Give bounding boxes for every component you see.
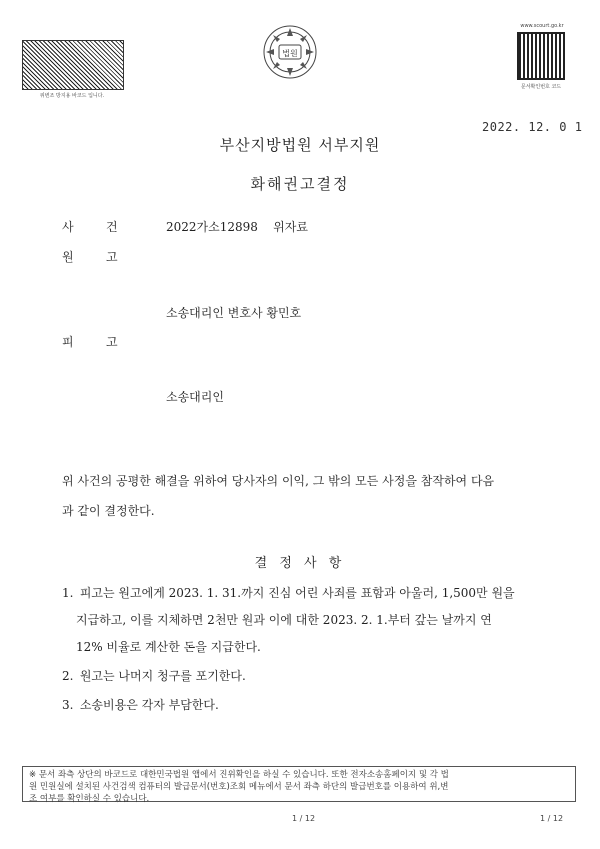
document-title: 화해권고결정 <box>250 175 350 193</box>
page-number-right: 1 / 12 <box>540 814 564 823</box>
qr-caption: 문서확인번호 코드 <box>520 84 562 90</box>
intro-line: 위 사건의 공평한 해결을 위하여 당사자의 이익, 그 밖의 모든 사정을 참작하여 다음 <box>62 474 495 488</box>
plaintiff-agent: 소송대리인 변호사 황민호 <box>166 306 302 320</box>
case-number: 2022가소12898 위자료 <box>166 220 308 234</box>
authentication-barcode <box>22 40 124 90</box>
verification-notice <box>22 766 576 802</box>
notice-line: 원 민원실에 설치된 사건검색 컴퓨터의 발급문서(번호)조회 메뉴에서 문서 좌측 하단의 발급번호를 이용하여 위,변 <box>29 782 449 792</box>
court-name: 부산지방법원 서부지원 <box>219 136 381 154</box>
intro-paragraph <box>62 466 540 526</box>
page-number: 1 / 12 <box>292 814 316 823</box>
item-number: 2. <box>62 669 74 683</box>
plaintiff-label-1: 원 <box>62 250 74 264</box>
item-text: 12% 비율로 계산한 돈을 지급한다. <box>76 640 261 654</box>
item-number: 1. <box>62 586 74 600</box>
qr-url: www.scourt.go.kr <box>520 23 564 29</box>
decision-item <box>62 663 542 690</box>
item-text: 지급하고, 이를 지체하면 2천만 원과 이에 대한 2023. 2. 1.부터 갚는 날까지 연 <box>76 613 492 627</box>
defendant-label-2: 고 <box>106 335 118 349</box>
plaintiff-label-2: 고 <box>106 250 118 264</box>
case-label-1: 사 <box>62 220 74 234</box>
defendant-agent: 소송대리인 <box>166 390 224 404</box>
emblem-text: 법원 <box>282 49 298 58</box>
defendant-label-1: 피 <box>62 335 74 349</box>
item-text: 원고는 나머지 청구를 포기한다. <box>79 669 246 683</box>
intro-line: 과 같이 결정한다. <box>62 504 155 518</box>
decision-heading: 결 정 사 항 <box>254 556 346 571</box>
item-number: 3. <box>62 698 74 712</box>
notice-line: 조 여부를 확인하실 수 있습니다. <box>29 794 150 804</box>
barcode-caption: 위변조 방지용 바코드 입니다. <box>39 93 105 99</box>
notice-line: ※ 문서 좌측 상단의 바코드로 대한민국법원 앱에서 진위확인을 하실 수 있습니다. 또한 전자소송홈페이지 및 각 법 <box>29 770 449 780</box>
case-label-2: 건 <box>106 220 118 234</box>
court-emblem-icon <box>262 24 318 80</box>
item-text: 피고는 원고에게 2023. 1. 31.까지 진심 어린 사죄를 표함과 아울러, 1,500만 원을 <box>79 586 515 600</box>
decision-item <box>62 580 542 661</box>
decision-item <box>62 692 542 719</box>
verification-qr-code <box>517 32 565 80</box>
item-text: 소송비용은 각자 부담한다. <box>79 698 219 712</box>
date-stamp: 2022. 12. 0 1 <box>482 120 583 134</box>
